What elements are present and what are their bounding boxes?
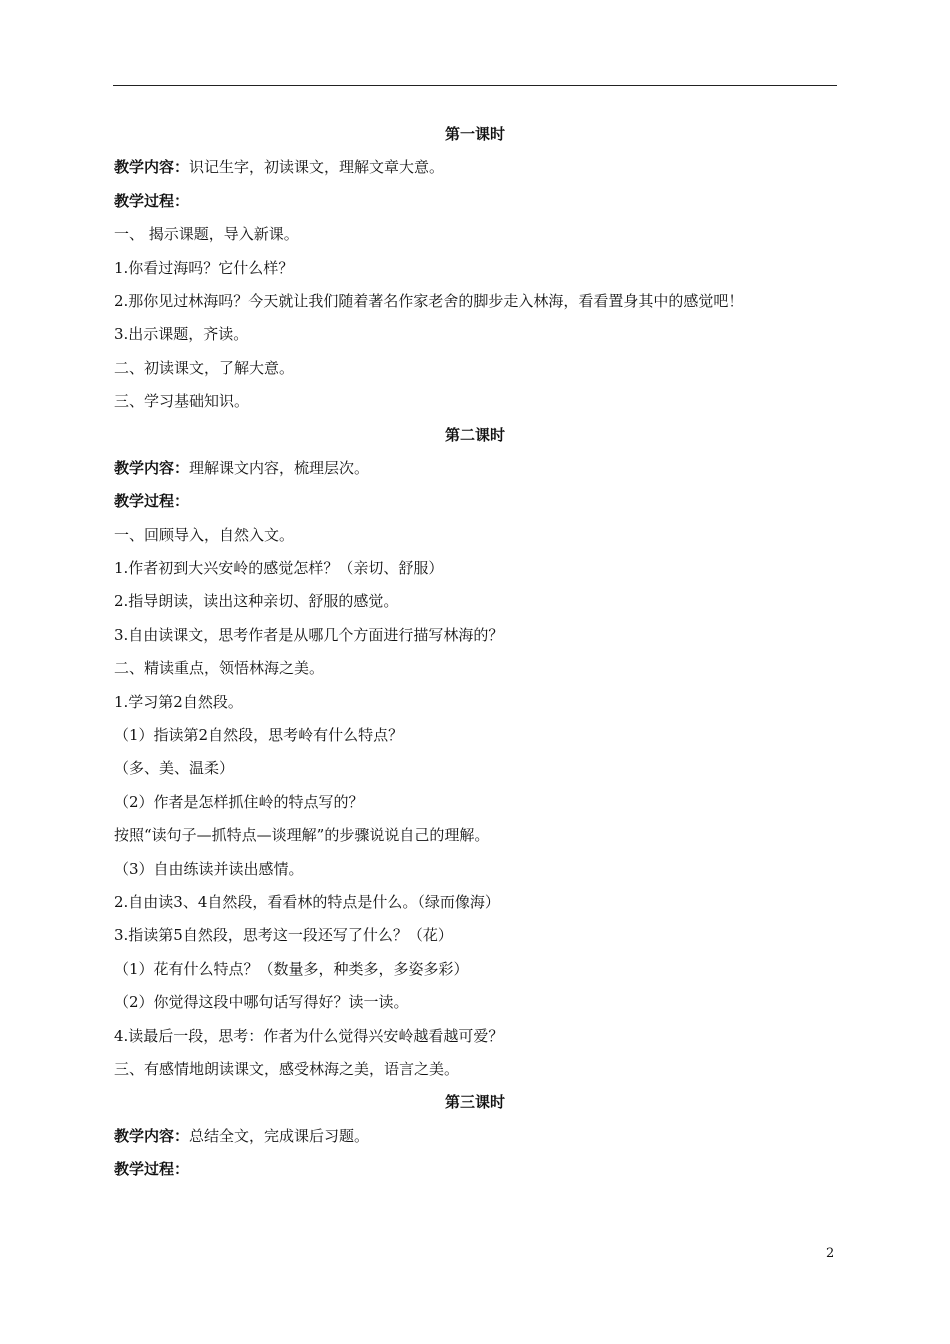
paragraph-line: （3）自由练读并读出感情。: [114, 859, 304, 878]
paragraph-line: 4.读最后一段，思考：作者为什么觉得兴安岭越看越可爱？: [114, 1026, 504, 1045]
section-heading: 第一课时: [444, 125, 505, 143]
paragraph-line: 一、回顾导入，自然入文。: [114, 525, 295, 544]
header-rule: [113, 85, 837, 86]
paragraph-line: 二、初读课文，了解大意。: [114, 358, 295, 377]
content-label: 教学内容：: [114, 1126, 190, 1145]
paragraph-line: 3.指读第5自然段，思考这一段还写了什么？（花）: [114, 926, 453, 945]
paragraph-line: 1.学习第2自然段。: [114, 692, 243, 711]
teaching-content: [114, 151, 836, 184]
paragraph-line: （1）花有什么特点？（数量多，种类多，多姿多彩）: [114, 959, 469, 978]
content-text: 总结全文，完成课后习题。: [189, 1126, 370, 1145]
paragraph-line: 三、学习基础知识。: [114, 392, 250, 411]
paragraph-line: 按照“读句子—抓特点—谈理解”的步骤说说自己的理解。: [114, 826, 490, 845]
content-label: 教学内容：: [114, 158, 190, 177]
teaching-content: [114, 452, 836, 485]
paragraph-line: 1.你看过海吗？它什么样？: [114, 258, 294, 277]
paragraph-line: （2）你觉得这段中哪句话写得好？读一读。: [114, 993, 409, 1012]
paragraph-line: 3.自由读课文，思考作者是从哪几个方面进行描写林海的？: [114, 625, 504, 644]
paragraph-line: 三、有感情地朗读课文，感受林海之美，语言之美。: [114, 1059, 460, 1078]
paragraph-line: （2）作者是怎样抓住岭的特点写的？: [114, 792, 364, 811]
paragraph-line: 2.自由读3、4自然段，看看林的特点是什么。（绿而像海）: [114, 892, 500, 911]
paragraph-line: 1.作者初到大兴安岭的感觉怎样？（亲切、舒服）: [114, 559, 444, 578]
paragraph-line: 3.出示课题，齐读。: [114, 325, 249, 344]
paragraph-line: 2.那你见过林海吗？今天就让我们随着著名作家老舍的脚步走入林海，看看置身其中的感觉吧！: [114, 291, 744, 310]
section-heading: 第三课时: [444, 1093, 505, 1112]
paragraph-line: （多、美、温柔）: [114, 759, 235, 778]
process-label: 教学过程：: [114, 1160, 190, 1179]
teaching-content: [114, 1120, 836, 1153]
section-heading: 第二课时: [444, 425, 505, 444]
process-label: 教学过程：: [114, 191, 190, 210]
document-body: [114, 118, 836, 1187]
paragraph-line: 二、精读重点，领悟林海之美。: [114, 659, 325, 678]
content-text: 理解课文内容，梳理层次。: [189, 458, 370, 477]
paragraph-line: 一、 揭示课题，导入新课。: [114, 225, 299, 244]
process-label: 教学过程：: [114, 492, 190, 511]
content-label: 教学内容：: [114, 458, 190, 477]
page-number: 2: [826, 1246, 835, 1261]
paragraph-line: 2.指导朗读，读出这种亲切、舒服的感觉。: [114, 592, 399, 611]
content-text: 识记生字，初读课文，理解文章大意。: [189, 158, 445, 177]
paragraph-line: （1）指读第2自然段，思考岭有什么特点？: [114, 726, 404, 745]
